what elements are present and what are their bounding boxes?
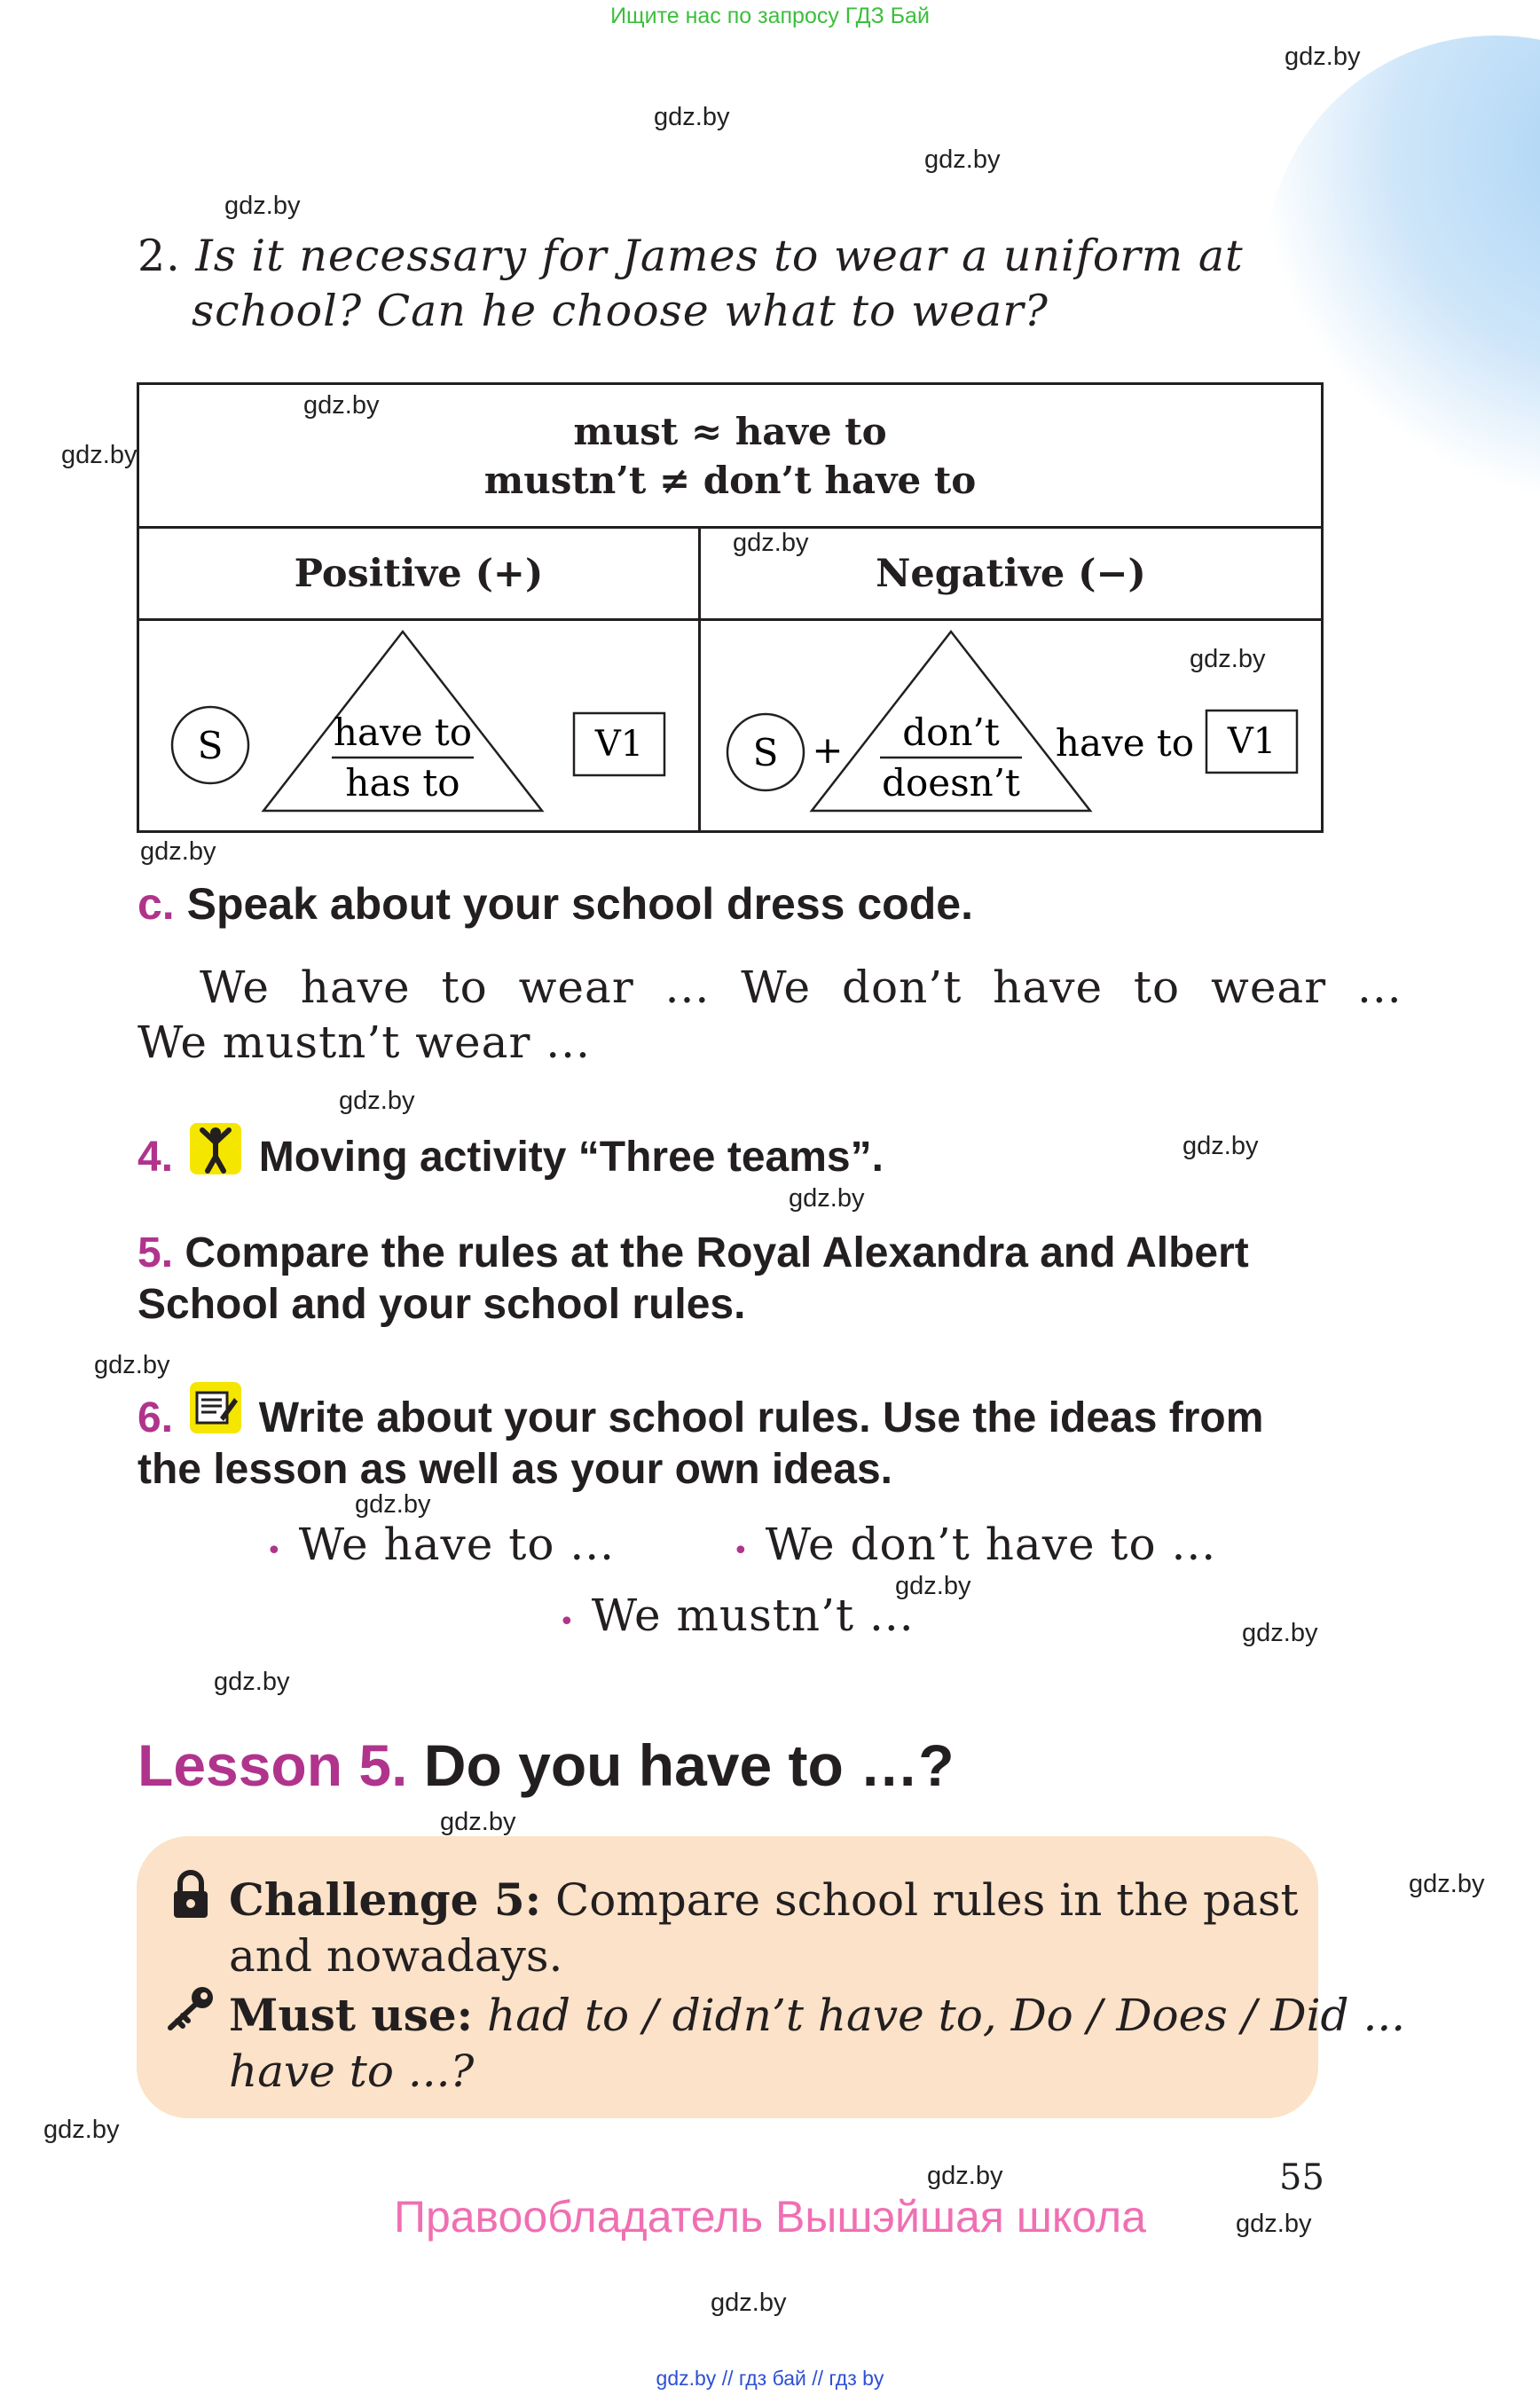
rule-header-cell bbox=[138, 384, 1323, 528]
watermark: gdz.by bbox=[654, 103, 730, 131]
top-search-note[interactable]: Ищите нас по запросу ГДЗ Бай bbox=[610, 4, 930, 28]
task-6-line-1: Write about your school rules. Use the ideas from bbox=[258, 1394, 1264, 1441]
watermark: gdz.by bbox=[1242, 1619, 1318, 1647]
verb-bottom: doesn’t bbox=[882, 761, 1020, 805]
watermark: gdz.by bbox=[1409, 1870, 1485, 1898]
v1-label: V1 bbox=[594, 724, 644, 765]
task-5-number: 5. bbox=[138, 1229, 174, 1276]
task-6-number: 6. bbox=[138, 1394, 174, 1441]
watermark: gdz.by bbox=[303, 391, 380, 420]
watermark: gdz.by bbox=[43, 2116, 120, 2144]
must-use-line-1: had to / didn’t have to, Do / Does / Did ... bbox=[487, 1990, 1406, 2041]
must-use-text bbox=[229, 1987, 1405, 2100]
watermark: gdz.by bbox=[895, 1572, 971, 1600]
rule-header-line-1: must ≈ have to bbox=[573, 409, 887, 453]
question-line-2: school? Can he choose what to wear? bbox=[192, 286, 1049, 336]
subject-label: S bbox=[752, 731, 779, 774]
page-number: 55 bbox=[1279, 2157, 1324, 2198]
lock-icon bbox=[170, 1870, 211, 1924]
watermark: gdz.by bbox=[94, 1351, 170, 1379]
watermark: gdz.by bbox=[1190, 645, 1266, 673]
grammar-rule-table bbox=[137, 382, 1324, 833]
bottom-links[interactable]: gdz.by // гдз бай // гдз by bbox=[656, 2367, 884, 2390]
watermark: gdz.by bbox=[140, 837, 216, 866]
watermark: gdz.by bbox=[924, 145, 1001, 174]
v1-label: V1 bbox=[1227, 721, 1277, 762]
watermark: gdz.by bbox=[224, 192, 301, 220]
running-person-icon bbox=[190, 1123, 241, 1174]
lesson-name: Do you have to …? bbox=[423, 1732, 955, 1798]
must-use-line-2: have to ...? bbox=[229, 2046, 475, 2097]
watermark: gdz.by bbox=[214, 1668, 290, 1696]
bullet-item: • We have to ... bbox=[266, 1519, 616, 1570]
positive-formula bbox=[138, 620, 700, 832]
watermark: gdz.by bbox=[1285, 43, 1361, 71]
verb-bottom: has to bbox=[345, 761, 460, 805]
task-4-number: 4. bbox=[138, 1134, 174, 1181]
question-number: 2. bbox=[138, 231, 181, 281]
task-4 bbox=[138, 1123, 884, 1183]
section-c-line-1: We have to wear ... We don’t have to wear ... bbox=[200, 962, 1402, 1013]
task-5-line-2: School and your school rules. bbox=[138, 1281, 746, 1328]
subject-label: S bbox=[197, 724, 224, 767]
must-use-label: Must use: bbox=[229, 1989, 474, 2041]
plus-sign: + bbox=[812, 728, 844, 772]
notebook-pencil-icon bbox=[190, 1382, 241, 1433]
bullet-item: • We mustn’t ... bbox=[559, 1590, 915, 1641]
rule-header-line-2: mustn’t ≠ don’t have to bbox=[483, 458, 977, 502]
bullet-text: We have to ... bbox=[298, 1519, 616, 1570]
watermark: gdz.by bbox=[355, 1490, 431, 1519]
task-5 bbox=[138, 1228, 1249, 1331]
lesson-title bbox=[138, 1732, 955, 1799]
watermark: gdz.by bbox=[1236, 2210, 1312, 2238]
negative-formula bbox=[700, 620, 1323, 832]
negative-title: Negative (−) bbox=[700, 528, 1323, 620]
watermark: gdz.by bbox=[789, 1184, 865, 1213]
section-c-letter: c. bbox=[138, 879, 175, 929]
question-line-1: Is it necessary for James to wear a uniform at bbox=[195, 231, 1244, 281]
section-c-title: Speak about your school dress code. bbox=[186, 879, 973, 929]
challenge-line-1: Compare school rules in the past bbox=[555, 1874, 1299, 1926]
challenge-label: Challenge 5: bbox=[229, 1873, 542, 1926]
challenge-line-2: and nowadays. bbox=[229, 1930, 563, 1982]
watermark: gdz.by bbox=[927, 2162, 1003, 2190]
watermark: gdz.by bbox=[61, 441, 138, 469]
watermark: gdz.by bbox=[440, 1808, 516, 1836]
question-2 bbox=[138, 229, 1244, 339]
watermark: gdz.by bbox=[339, 1087, 415, 1115]
task-4-title: Moving activity “Three teams”. bbox=[258, 1134, 884, 1181]
section-c-heading bbox=[138, 878, 973, 930]
watermark: gdz.by bbox=[733, 529, 809, 557]
task-5-line-1: Compare the rules at the Royal Alexandra and Albert bbox=[185, 1229, 1249, 1276]
have-to-label: have to bbox=[1055, 721, 1195, 765]
task-6-line-2: the lesson as well as your own ideas. bbox=[138, 1446, 892, 1493]
key-icon bbox=[165, 1985, 216, 2036]
copyright-text: Правообладатель Вышэйшая школа bbox=[394, 2192, 1146, 2242]
bullet-item: • We don’t have to ... bbox=[733, 1519, 1217, 1570]
positive-title: Positive (+) bbox=[138, 528, 700, 620]
verb-top: have to bbox=[333, 711, 473, 754]
bullet-text: We don’t have to ... bbox=[765, 1519, 1217, 1570]
task-6 bbox=[138, 1382, 1263, 1496]
lesson-label: Lesson 5. bbox=[138, 1732, 408, 1798]
watermark: gdz.by bbox=[711, 2289, 787, 2317]
challenge-text bbox=[229, 1872, 1299, 1984]
bullet-text: We mustn’t ... bbox=[591, 1590, 915, 1641]
verb-top: don’t bbox=[902, 711, 1000, 754]
watermark: gdz.by bbox=[1182, 1132, 1259, 1160]
section-c-line-2: We mustn’t wear ... bbox=[138, 1017, 591, 1068]
